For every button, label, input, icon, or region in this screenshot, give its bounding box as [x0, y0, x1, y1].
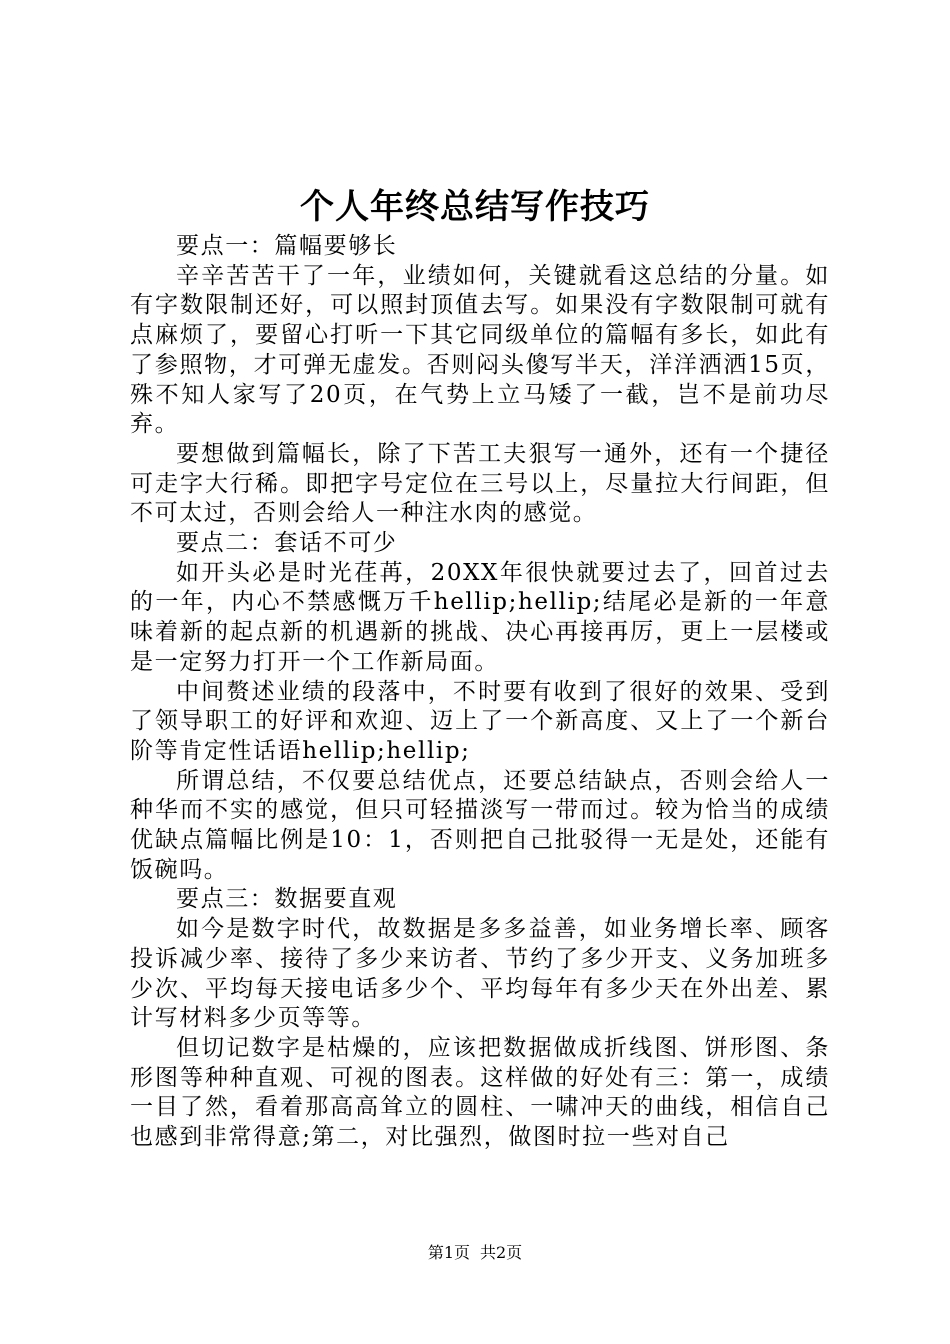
paragraph: 辛辛苦苦干了一年，业绩如何，关键就看这总结的分量。如有字数限制还好，可以照封顶值去写。如果没有字数限制可就有点麻烦了，要留心打听一下其它同级单位的篇幅有多长，如此有了参照物，才可弹无虚发。否则闷头傻写半天，洋洋洒洒15页，殊不知人家写了20页，在气势上立马矮了一截，岂不是前功尽弃。	[130, 262, 830, 438]
paragraph: 如开头必是时光荏苒，20XX年很快就要过去了，回首过去的一年，内心不禁感慨万千hellip;hellip;结尾必是新的一年意味着新的起点新的机遇新的挑战、决心再接再厉，更上一层楼或是一定努力打开一个工作新局面。	[130, 559, 830, 675]
paragraph: 要想做到篇幅长，除了下苦工夫狠写一通外，还有一个捷径可走字大行稀。即把字号定位在三号以上，尽量拉大行间距，但不可太过，否则会给人一种注水肉的感觉。	[130, 440, 830, 527]
paragraph: 但切记数字是枯燥的，应该把数据做成折线图、饼形图、条形图等种种直观、可视的图表。这样做的好处有三：第一，成绩一目了然，看着那高高耸立的圆柱、一啸冲天的曲线，相信自己也感到非常得意;第二，对比强烈，做图时拉一些对自己	[130, 1034, 830, 1151]
document-body	[130, 232, 830, 1153]
section-heading-1: 要点一：篇幅要够长	[176, 233, 398, 259]
page-count: 共2页	[480, 1243, 523, 1262]
page-number: 第1页	[427, 1243, 470, 1262]
section-heading-2: 要点二：套话不可少	[176, 530, 398, 557]
paragraph: 如今是数字时代，故数据是多多益善，如业务增长率、顾客投诉减少率、接待了多少来访者、节约了多少开支、义务加班多少次、平均每天接电话多少个、平均每年有多少天在外出差、累计写材料多少页等等。	[130, 916, 830, 1032]
paragraph: 中间赘述业绩的段落中，不时要有收到了很好的效果、受到了领导职工的好评和欢迎、迈上了一个新高度、又上了一个新台阶等肯定性话语hellip;hellip;	[130, 678, 830, 764]
section-heading-3: 要点三：数据要直观	[176, 886, 398, 913]
document-title: 个人年终总结写作技巧	[300, 187, 650, 227]
paragraph: 所谓总结，不仅要总结优点，还要总结缺点，否则会给人一种华而不实的感觉，但只可轻描淡写一带而过。较为恰当的成绩优缺点篇幅比例是10：1，否则把自己批驳得一无是处，还能有饭碗吗。	[130, 767, 830, 883]
page-footer	[0, 1242, 950, 1264]
